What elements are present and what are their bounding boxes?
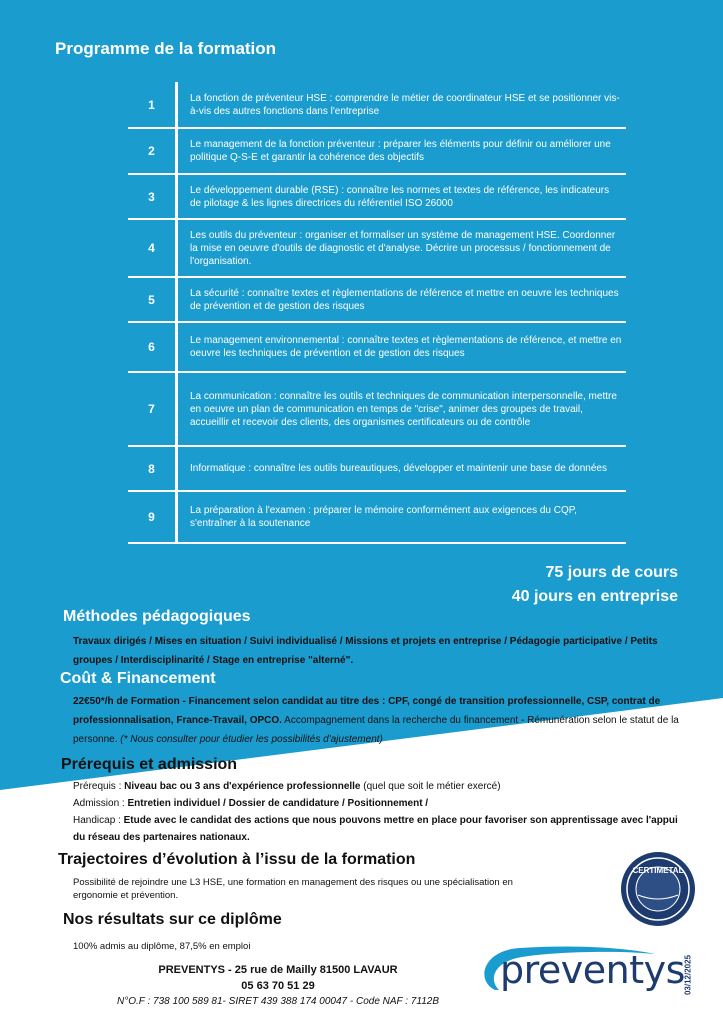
date-text: 03/12/2025: [683, 954, 693, 996]
cost-normal: Accompagnement dans la recherche du financement - Rémunération selon le statut de la personne.: [73, 715, 679, 745]
duration-company: 40 jours en entreprise: [511, 588, 678, 605]
results-heading: Nos résultats sur ce diplôme: [63, 911, 282, 928]
handicap-value: Etude avec le candidat des actions que nous pouvons mettre en place pour favoriser son apprentissage avec l'appui du réseau des partenaires nationaux.: [73, 815, 678, 843]
page-title: Programme de la formation: [55, 39, 277, 58]
footer-phone: 05 63 70 51 29: [241, 980, 315, 992]
footer-address: PREVENTYS - 25 rue de Mailly 81500 LAVAUR: [158, 964, 398, 976]
module-row: [128, 82, 626, 129]
document-date: [680, 945, 696, 1005]
certimetal-badge-icon: [620, 851, 696, 927]
handicap-line: [73, 812, 688, 846]
prereq-label: Prérequis :: [73, 781, 125, 792]
admission-label: Admission :: [73, 798, 128, 809]
module-number: 2: [128, 129, 178, 173]
module-row: [128, 175, 626, 220]
module-text: Informatique : connaître les outils bureautiques, développer et maintenir une base de données: [190, 463, 607, 474]
module-number: 9: [128, 492, 178, 542]
module-number: 5: [128, 278, 178, 321]
module-number: 1: [128, 82, 178, 127]
module-text: Le management de la fonction préventeur : préparer les éléments pour définir ou améliorer une politique Q-S-E et garantir la cohérence des objectifs: [190, 139, 611, 163]
results-text: 100% admis au diplôme, 87,5% en emploi: [73, 941, 251, 952]
admission-line: [73, 795, 688, 812]
module-text: Le management environnemental : connaître textes et règlementations de référence, et mettre en oeuvre les techniques de prévention et de gestion des risques: [190, 335, 622, 359]
duration-courses: 75 jours de cours: [545, 564, 678, 581]
cost-note: (* Nous consulter pour étudier les possibilités d'ajustement): [120, 734, 383, 745]
footer: [78, 962, 478, 1010]
module-text: Le développement durable (RSE) : connaître les normes et textes de référence, les indicateurs de pilotage & les lignes directrices du référentiel ISO 26000: [190, 184, 610, 209]
cost-bold: 22€50*/h de Formation - Financement selon candidat au titre des : CPF, congé de transition professionnelle, CSP, contrat de professionnalisation, France-Travail, OPCO.: [73, 696, 661, 726]
programme-modules: [128, 82, 626, 544]
prereq-note: (quel que soit le métier exercé): [360, 781, 501, 792]
module-row: [128, 220, 626, 278]
module-row: [128, 323, 626, 373]
module-text: La communication : connaître les outils et techniques de communication interpersonnelle, mettre en oeuvre un plan de communication en temps de "crise", animer des groupes de travail, accueillir et recevoir des clients, des organismes certificateurs ou de contrôle: [190, 390, 617, 428]
duration-block: [430, 561, 678, 609]
module-row: [128, 129, 626, 175]
prereq-text: [73, 778, 688, 846]
module-text: La sécurité : connaître textes et règlementations de référence et mettre en oeuvre les techniques de prévention et de gestion des risques: [190, 287, 619, 312]
trajectory-text: Possibilité de rejoindre une L3 HSE, une formation en management des risques ou une spécialisation en ergonomie et prévention.: [73, 877, 513, 901]
module-text: Les outils du préventeur : organiser et formaliser un système de management HSE. Coordonner la mise en oeuvre d'outils de diagnostic et d'analyse. Décrire un processus / fonctionnement de l'organisation.: [190, 229, 616, 267]
module-text: La fonction de préventeur HSE : comprendre le métier de coordinateur HSE et se positionner vis-à-vis des autres fonctions dans l'entreprise: [190, 92, 620, 117]
cost-text: [73, 692, 713, 749]
handicap-label: Handicap :: [73, 815, 124, 826]
cost-heading: Coût & Financement: [60, 670, 216, 687]
module-row: [128, 278, 626, 323]
prereq-value: Niveau bac ou 3 ans d'expérience professionnelle: [124, 781, 361, 792]
module-number: 7: [128, 373, 178, 445]
module-row: [128, 447, 626, 492]
trajectory-heading: Trajectoires d’évolution à l’issu de la formation: [58, 851, 416, 868]
methods-text: Travaux dirigés / Mises en situation / Suivi individualisé / Missions et projets en entreprise / Pédagogie participative / Petits groupes / Interdisciplinarité / Stage en entreprise "alterné".: [73, 636, 658, 666]
prereq-line: [73, 778, 688, 795]
module-row: [128, 373, 626, 447]
preventys-logo: [475, 940, 685, 1000]
module-number: 4: [128, 220, 178, 276]
footer-legal: N°O.F : 738 100 589 81- SIRET 439 388 174 00047 - Code NAF : 7112B: [117, 996, 439, 1007]
logo-text: preventys: [500, 948, 685, 992]
module-text: La préparation à l'examen : préparer le mémoire conformément aux exigences du CQP, s'entraîner à la soutenance: [190, 505, 577, 529]
module-number: 6: [128, 323, 178, 371]
module-row: [128, 492, 626, 544]
module-number: 3: [128, 175, 178, 218]
methods-heading: Méthodes pédagogiques: [63, 608, 251, 625]
module-number: 8: [128, 447, 178, 490]
badge-text: CERTIMETAL: [632, 866, 684, 875]
admission-value: Entretien individuel / Dossier de candidature / Positionnement /: [127, 798, 429, 809]
prereq-heading: Prérequis et admission: [61, 756, 238, 773]
